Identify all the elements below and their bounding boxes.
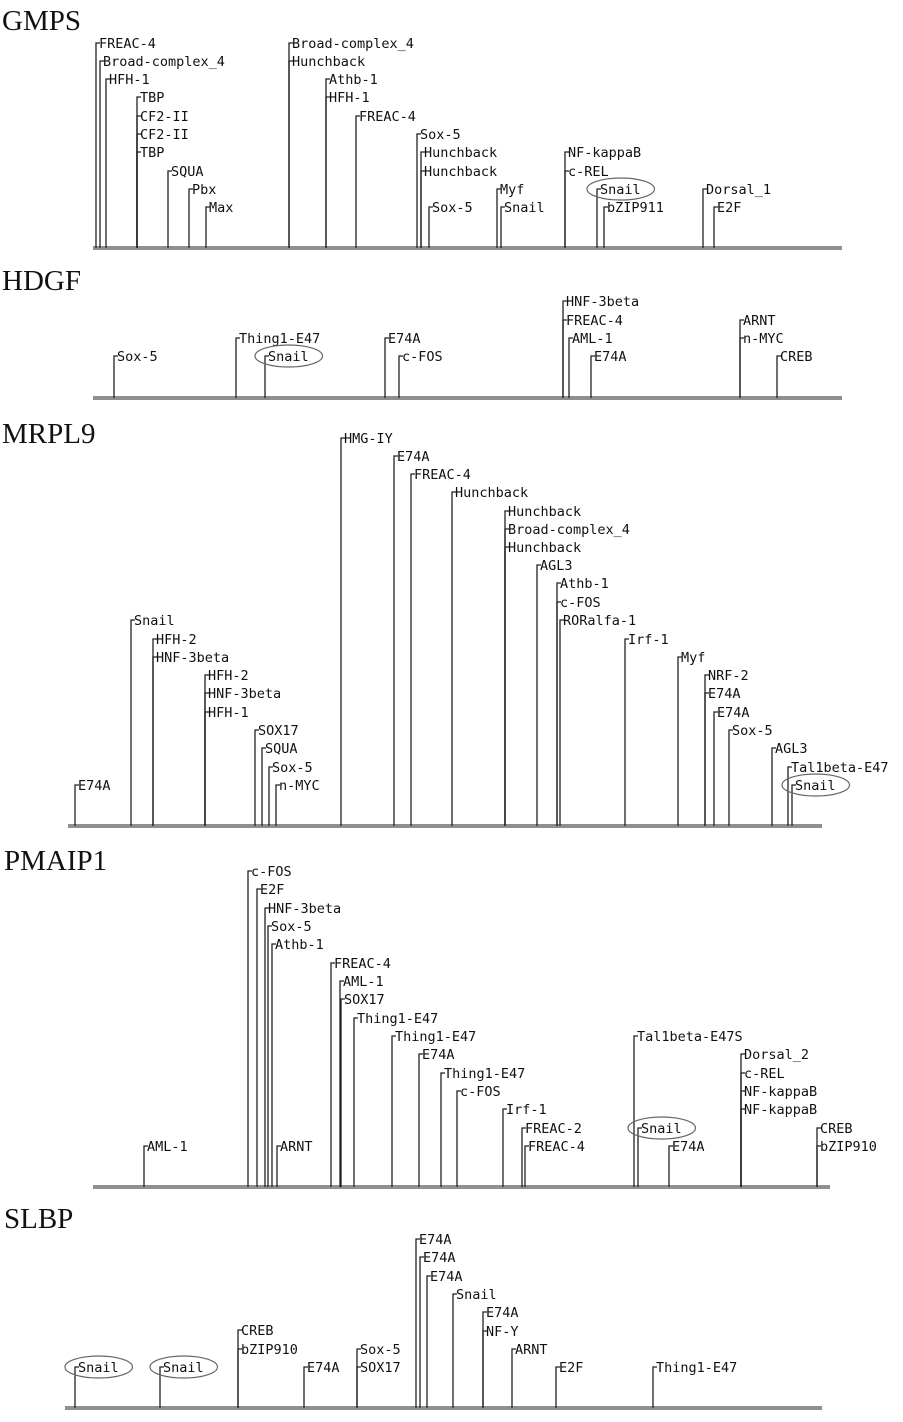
site-label: Athb-1 xyxy=(329,72,378,88)
site-marker xyxy=(394,456,398,826)
site-label: Sox-5 xyxy=(732,723,773,739)
site-label: ARNT xyxy=(280,1139,313,1155)
gene-panel-slbp xyxy=(4,1203,822,1408)
binding-site xyxy=(238,1323,274,1408)
site-label: E74A xyxy=(78,778,111,794)
site-label: c-FOS xyxy=(402,349,443,365)
site-marker xyxy=(356,116,360,248)
site-label: E74A xyxy=(422,1047,455,1063)
site-label: Hunchback xyxy=(455,485,529,501)
site-label: NF-kappaB xyxy=(744,1102,818,1118)
site-marker xyxy=(678,657,682,826)
site-label: Sox-5 xyxy=(420,127,461,143)
gene-panel-pmaip1 xyxy=(4,845,877,1187)
site-label: Dorsal_2 xyxy=(744,1047,810,1063)
site-label: CREB xyxy=(820,1121,853,1137)
site-label: Snail xyxy=(456,1287,497,1303)
site-label: SOX17 xyxy=(344,992,385,1008)
site-label: Broad-complex_4 xyxy=(292,36,414,52)
binding-site xyxy=(429,200,473,248)
site-marker xyxy=(483,1331,487,1408)
site-marker xyxy=(411,474,415,826)
site-label: E2F xyxy=(559,1360,584,1376)
site-label: Hunchback xyxy=(508,504,582,520)
site-label: Irf-1 xyxy=(506,1102,547,1118)
site-label: Sox-5 xyxy=(432,200,473,216)
site-label: E74A xyxy=(419,1232,452,1248)
binding-site xyxy=(238,1342,298,1408)
site-marker xyxy=(257,889,261,1187)
binding-site xyxy=(356,109,416,248)
site-label: c-REL xyxy=(568,164,609,180)
site-label: TBP xyxy=(140,90,165,106)
site-marker xyxy=(262,748,266,826)
site-label: Hunchback xyxy=(424,164,498,180)
site-label: FREAC-4 xyxy=(334,956,391,972)
binding-site xyxy=(556,1360,583,1408)
site-label: CF2-II xyxy=(140,127,189,143)
site-label: Hunchback xyxy=(292,54,366,70)
site-marker xyxy=(341,999,345,1187)
site-label: E74A xyxy=(430,1269,463,1285)
site-label: Sox-5 xyxy=(360,1342,401,1358)
site-marker xyxy=(569,338,573,398)
site-label: Dorsal_1 xyxy=(706,182,772,198)
binding-site xyxy=(483,1305,519,1408)
site-label: Snail xyxy=(78,1360,119,1376)
site-label: NF-kappaB xyxy=(744,1084,818,1100)
site-marker xyxy=(772,748,776,826)
site-label: HNF-3beta xyxy=(156,650,230,666)
site-marker xyxy=(505,547,509,826)
binding-site xyxy=(741,1102,817,1187)
site-marker xyxy=(100,61,104,248)
site-label: HMG-IY xyxy=(344,431,393,447)
binding-site xyxy=(777,349,813,398)
site-label: Tal1beta-E47 xyxy=(791,760,889,776)
binding-site xyxy=(144,1139,188,1187)
site-label: Myf xyxy=(681,650,706,666)
site-label: AML-1 xyxy=(147,1139,188,1155)
site-label: E74A xyxy=(397,449,430,465)
site-label: E74A xyxy=(307,1360,340,1376)
site-label: E74A xyxy=(594,349,627,365)
site-label: Snail xyxy=(795,778,836,794)
binding-site xyxy=(817,1139,877,1187)
binding-site xyxy=(168,164,204,248)
gene-panel-gmps xyxy=(2,5,842,248)
site-marker xyxy=(419,1054,423,1187)
site-label: CREB xyxy=(241,1323,274,1339)
site-label: FREAC-4 xyxy=(528,1139,585,1155)
gene-name: GMPS xyxy=(2,5,81,37)
binding-site xyxy=(65,1356,133,1408)
site-label: SQUA xyxy=(171,164,204,180)
site-marker xyxy=(131,620,135,826)
site-label: ARNT xyxy=(743,313,776,329)
site-marker xyxy=(168,171,172,248)
site-label: Hunchback xyxy=(508,540,582,556)
binding-site xyxy=(205,705,249,826)
gene-name: HDGF xyxy=(2,265,81,297)
site-label: NRF-2 xyxy=(708,668,749,684)
site-label: Tal1beta-E47S xyxy=(637,1029,743,1045)
binding-site xyxy=(669,1139,705,1187)
binding-site xyxy=(137,145,164,248)
binding-site xyxy=(276,778,320,826)
site-marker xyxy=(354,1018,358,1187)
site-label: c-FOS xyxy=(251,864,292,880)
site-label: Thing1-E47 xyxy=(239,331,321,347)
binding-site xyxy=(625,632,669,826)
binding-site xyxy=(653,1360,737,1408)
site-marker xyxy=(236,338,240,398)
binding-site xyxy=(714,200,741,248)
site-label: Sox-5 xyxy=(117,349,158,365)
site-marker xyxy=(153,657,157,826)
site-marker xyxy=(420,1257,424,1408)
site-marker xyxy=(392,1036,396,1187)
site-label: c-FOS xyxy=(460,1084,501,1100)
binding-site xyxy=(604,200,664,248)
site-marker xyxy=(625,639,629,826)
binding-site xyxy=(591,349,627,398)
site-marker xyxy=(453,1294,457,1408)
site-label: Irf-1 xyxy=(628,632,669,648)
binding-site xyxy=(557,595,601,826)
site-label: AGL3 xyxy=(540,558,573,574)
site-marker xyxy=(441,1073,445,1187)
site-label: FREAC-2 xyxy=(525,1121,582,1137)
site-label: SQUA xyxy=(265,741,298,757)
site-label: HNF-3beta xyxy=(268,901,342,917)
site-label: FREAC-4 xyxy=(414,467,471,483)
site-marker xyxy=(563,320,567,398)
site-label: E74A xyxy=(672,1139,705,1155)
site-label: RORalfa-1 xyxy=(563,613,637,629)
binding-site xyxy=(729,723,773,826)
site-label: Myf xyxy=(500,182,525,198)
binding-site xyxy=(741,1084,817,1187)
gene-name: SLBP xyxy=(4,1203,74,1235)
site-label: HNF-3beta xyxy=(208,686,282,702)
site-marker xyxy=(421,171,425,248)
site-label: bZIP910 xyxy=(241,1342,298,1358)
binding-site xyxy=(782,774,850,826)
site-marker xyxy=(741,1109,745,1187)
site-marker xyxy=(537,565,541,826)
site-marker xyxy=(565,171,569,248)
site-label: CREB xyxy=(780,349,813,365)
site-marker xyxy=(255,730,259,826)
site-label: Thing1-E47 xyxy=(656,1360,738,1376)
site-label: HFH-1 xyxy=(208,705,249,721)
site-label: Broad-complex_4 xyxy=(103,54,225,70)
site-label: FREAC-4 xyxy=(99,36,156,52)
site-label: bZIP911 xyxy=(607,200,664,216)
site-label: Snail xyxy=(163,1360,204,1376)
binding-site xyxy=(150,1356,218,1408)
site-marker xyxy=(326,97,330,248)
site-label: HNF-3beta xyxy=(566,294,640,310)
binding-site xyxy=(394,449,430,826)
binding-site xyxy=(512,1342,548,1408)
binding-site xyxy=(341,431,393,826)
site-label: E74A xyxy=(486,1305,519,1321)
binding-site xyxy=(399,349,443,398)
binding-site xyxy=(421,145,497,248)
binding-site xyxy=(740,313,776,398)
binding-site xyxy=(501,200,545,248)
site-marker xyxy=(457,1091,461,1187)
site-label: HFH-1 xyxy=(329,90,370,106)
gene-name: MRPL9 xyxy=(2,418,96,450)
site-label: CF2-II xyxy=(140,109,189,125)
site-marker xyxy=(503,1109,507,1187)
site-label: Thing1-E47 xyxy=(395,1029,477,1045)
site-label: Sox-5 xyxy=(271,919,312,935)
site-label: ARNT xyxy=(515,1342,548,1358)
site-marker xyxy=(341,438,345,826)
site-marker xyxy=(289,61,293,248)
site-label: Snail xyxy=(134,613,175,629)
site-label: E74A xyxy=(708,686,741,702)
binding-site xyxy=(483,1324,519,1408)
site-label: Broad-complex_4 xyxy=(508,522,630,538)
binding-site xyxy=(304,1360,340,1408)
binding-site xyxy=(75,778,111,826)
site-label: bZIP910 xyxy=(820,1139,877,1155)
binding-site xyxy=(357,1360,401,1408)
gene-name: PMAIP1 xyxy=(4,845,108,877)
site-label: AGL3 xyxy=(775,741,808,757)
binding-site xyxy=(206,200,233,248)
site-label: n-MYC xyxy=(279,778,320,794)
binding-site xyxy=(277,1139,313,1187)
site-label: Thing1-E47 xyxy=(444,1066,526,1082)
site-marker xyxy=(714,712,718,826)
site-label: FREAC-4 xyxy=(566,313,623,329)
site-label: NF-Y xyxy=(486,1324,519,1340)
binding-site xyxy=(114,349,158,398)
binding-site xyxy=(411,467,471,826)
site-label: E74A xyxy=(388,331,421,347)
site-marker xyxy=(385,338,389,398)
site-label: Pbx xyxy=(192,182,217,198)
site-label: Hunchback xyxy=(424,145,498,161)
site-label: FREAC-4 xyxy=(359,109,416,125)
site-marker xyxy=(272,944,276,1187)
site-marker xyxy=(248,871,252,1187)
site-marker xyxy=(205,712,209,826)
site-label: SOX17 xyxy=(258,723,299,739)
site-label: Sox-5 xyxy=(272,760,313,776)
site-label: HFH-2 xyxy=(208,668,249,684)
site-label: c-REL xyxy=(744,1066,785,1082)
site-label: Max xyxy=(209,200,234,216)
binding-site xyxy=(255,345,323,398)
site-label: c-FOS xyxy=(560,595,601,611)
site-label: Snail xyxy=(504,200,545,216)
site-label: SOX17 xyxy=(360,1360,401,1376)
site-label: NF-kappaB xyxy=(568,145,642,161)
gene-panel-hdgf xyxy=(2,265,842,398)
site-label: Thing1-E47 xyxy=(357,1011,439,1027)
binding-site xyxy=(678,650,705,826)
site-label: E2F xyxy=(260,882,285,898)
site-label: Athb-1 xyxy=(560,576,609,592)
site-marker xyxy=(452,492,456,826)
binding-site xyxy=(457,1084,501,1187)
site-marker xyxy=(705,693,709,826)
site-label: AML-1 xyxy=(343,974,384,990)
site-label: E2F xyxy=(717,200,742,216)
site-marker xyxy=(331,963,335,1187)
binding-site xyxy=(634,1029,743,1187)
site-marker xyxy=(137,152,141,248)
gene-panel-mrpl9 xyxy=(2,418,889,826)
site-label: n-MYC xyxy=(743,331,784,347)
site-marker xyxy=(106,79,110,248)
binding-site xyxy=(565,164,609,248)
site-label: HFH-2 xyxy=(156,632,197,648)
site-label: Snail xyxy=(600,182,641,198)
site-label: Athb-1 xyxy=(275,937,324,953)
site-label: Snail xyxy=(641,1121,682,1137)
site-label: HFH-1 xyxy=(109,72,150,88)
site-label: E74A xyxy=(717,705,750,721)
site-marker xyxy=(427,1276,431,1408)
site-label: Snail xyxy=(268,349,309,365)
site-marker xyxy=(560,620,564,826)
site-marker xyxy=(729,730,733,826)
binding-site xyxy=(525,1139,585,1187)
site-label: E74A xyxy=(423,1250,456,1266)
site-label: AML-1 xyxy=(572,331,613,347)
site-marker xyxy=(740,338,744,398)
site-label: TBP xyxy=(140,145,165,161)
